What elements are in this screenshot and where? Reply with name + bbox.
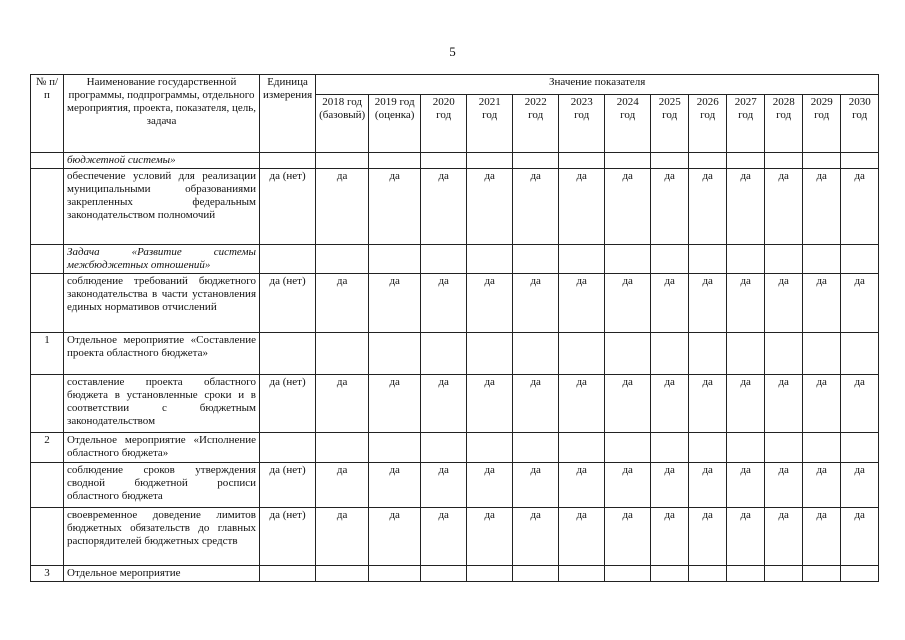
- row-value: [513, 245, 559, 274]
- row-value: [467, 245, 513, 274]
- header-year: 2019 год (оценка): [369, 95, 421, 153]
- row-value: [803, 333, 841, 375]
- row-value: [765, 566, 803, 582]
- row-value: [467, 566, 513, 582]
- row-value: да: [765, 169, 803, 245]
- row-value: да: [513, 463, 559, 508]
- indicators-table: [30, 74, 879, 582]
- row-value: да: [651, 274, 689, 333]
- row-value: да: [605, 463, 651, 508]
- header-year: 2025 год: [651, 95, 689, 153]
- row-value: [765, 153, 803, 169]
- row-value: да: [727, 169, 765, 245]
- header-unit: Единица измерения: [260, 75, 316, 153]
- table-body: [31, 153, 879, 582]
- row-value: [841, 153, 879, 169]
- row-unit: [260, 433, 316, 463]
- row-unit: да (нет): [260, 274, 316, 333]
- table-row: [31, 566, 879, 582]
- row-value: [316, 245, 369, 274]
- row-value: [467, 153, 513, 169]
- row-value: [316, 433, 369, 463]
- row-value: [559, 245, 605, 274]
- row-value: да: [513, 169, 559, 245]
- row-value: [605, 333, 651, 375]
- row-value: [369, 566, 421, 582]
- header-year: 2024 год: [605, 95, 651, 153]
- row-value: [803, 433, 841, 463]
- row-value: да: [841, 508, 879, 566]
- row-value: [559, 153, 605, 169]
- row-unit: да (нет): [260, 375, 316, 433]
- row-value: да: [513, 375, 559, 433]
- row-value: да: [605, 375, 651, 433]
- row-name: соблюдение сроков утверждения сводной бюджетной росписи областного бюджета: [64, 463, 260, 508]
- row-value: [513, 566, 559, 582]
- row-value: да: [369, 375, 421, 433]
- row-value: да: [421, 274, 467, 333]
- row-value: да: [421, 375, 467, 433]
- row-value: да: [689, 169, 727, 245]
- row-value: [369, 433, 421, 463]
- row-value: [803, 566, 841, 582]
- row-value: да: [651, 169, 689, 245]
- row-value: да: [421, 169, 467, 245]
- table-row: [31, 169, 879, 245]
- row-value: да: [841, 169, 879, 245]
- row-unit: [260, 153, 316, 169]
- row-value: [316, 566, 369, 582]
- header-year: 2028 год: [765, 95, 803, 153]
- row-value: да: [369, 508, 421, 566]
- row-value: [727, 433, 765, 463]
- row-value: да: [765, 463, 803, 508]
- header-year: 2029 год: [803, 95, 841, 153]
- row-value: да: [803, 375, 841, 433]
- row-name: бюджетной системы»: [64, 153, 260, 169]
- row-value: [421, 245, 467, 274]
- row-value: да: [316, 375, 369, 433]
- row-value: [689, 433, 727, 463]
- page-number: 5: [449, 44, 456, 59]
- row-value: да: [765, 508, 803, 566]
- row-unit: [260, 566, 316, 582]
- row-value: [369, 153, 421, 169]
- row-value: [727, 153, 765, 169]
- row-value: да: [316, 274, 369, 333]
- row-value: да: [369, 169, 421, 245]
- header-year: 2027 год: [727, 95, 765, 153]
- row-name: Отдельное мероприятие «Исполнение областного бюджета»: [64, 433, 260, 463]
- row-value: [605, 153, 651, 169]
- table-row: [31, 245, 879, 274]
- row-value: да: [559, 508, 605, 566]
- row-unit: да (нет): [260, 508, 316, 566]
- row-value: [765, 245, 803, 274]
- row-value: да: [467, 508, 513, 566]
- row-value: да: [316, 463, 369, 508]
- row-value: да: [765, 375, 803, 433]
- header-year: 2023 год: [559, 95, 605, 153]
- header-year: 2018 год (базовый): [316, 95, 369, 153]
- row-number: 3: [31, 566, 64, 582]
- row-value: да: [369, 274, 421, 333]
- row-value: [689, 333, 727, 375]
- row-value: [765, 333, 803, 375]
- row-name: Отдельное мероприятие «Составление проекта областного бюджета»: [64, 333, 260, 375]
- header-values: Значение показателя: [316, 75, 879, 95]
- row-value: да: [689, 375, 727, 433]
- row-value: да: [316, 169, 369, 245]
- row-value: да: [727, 508, 765, 566]
- row-value: да: [467, 274, 513, 333]
- row-value: [513, 153, 559, 169]
- row-value: да: [421, 463, 467, 508]
- header-year: 2022 год: [513, 95, 559, 153]
- row-name: составление проекта областного бюджета в установленные сроки и в соответствии с бюджетным законодательством: [64, 375, 260, 433]
- header-year: 2026 год: [689, 95, 727, 153]
- row-value: да: [727, 463, 765, 508]
- row-name: соблюдение требований бюджетного законодательства в части установления единых нормативов отчислений: [64, 274, 260, 333]
- table-row: [31, 508, 879, 566]
- row-value: [421, 333, 467, 375]
- row-value: [841, 333, 879, 375]
- row-value: [651, 153, 689, 169]
- header-row-top: [31, 75, 879, 95]
- row-value: да: [369, 463, 421, 508]
- row-value: [651, 433, 689, 463]
- row-value: [369, 245, 421, 274]
- row-value: [727, 566, 765, 582]
- row-value: [689, 153, 727, 169]
- row-value: да: [803, 274, 841, 333]
- row-number: [31, 463, 64, 508]
- row-value: [316, 333, 369, 375]
- row-value: [559, 433, 605, 463]
- row-value: да: [559, 274, 605, 333]
- row-number: [31, 153, 64, 169]
- row-value: да: [689, 274, 727, 333]
- row-unit: [260, 333, 316, 375]
- row-value: да: [467, 463, 513, 508]
- row-value: [467, 333, 513, 375]
- row-value: [803, 153, 841, 169]
- row-value: да: [605, 508, 651, 566]
- row-value: да: [727, 375, 765, 433]
- row-value: да: [605, 274, 651, 333]
- row-name: Задача «Развитие системы межбюджетных отношений»: [64, 245, 260, 274]
- row-value: да: [689, 463, 727, 508]
- row-unit: да (нет): [260, 463, 316, 508]
- row-value: да: [559, 463, 605, 508]
- row-number: 1: [31, 333, 64, 375]
- row-value: [689, 245, 727, 274]
- row-value: да: [841, 375, 879, 433]
- row-value: [559, 566, 605, 582]
- row-value: да: [605, 169, 651, 245]
- row-value: [467, 433, 513, 463]
- row-value: [369, 333, 421, 375]
- row-value: да: [559, 375, 605, 433]
- row-value: да: [513, 508, 559, 566]
- row-number: [31, 274, 64, 333]
- row-value: да: [727, 274, 765, 333]
- row-value: да: [467, 375, 513, 433]
- row-value: да: [651, 375, 689, 433]
- header-name: Наименование государственной программы, подпрограммы, отдельного мероприятия, проекта, показателя, цель, задача: [64, 75, 260, 153]
- row-value: [605, 566, 651, 582]
- row-value: да: [841, 463, 879, 508]
- row-value: [421, 566, 467, 582]
- row-number: [31, 508, 64, 566]
- row-unit: [260, 245, 316, 274]
- table-row: [31, 433, 879, 463]
- row-number: 2: [31, 433, 64, 463]
- row-value: да: [559, 169, 605, 245]
- row-value: [513, 433, 559, 463]
- row-value: [727, 333, 765, 375]
- row-name: обеспечение условий для реализации муниципальными образованиями закрепленных федеральным законодательством полномочий: [64, 169, 260, 245]
- row-value: да: [651, 463, 689, 508]
- row-value: [689, 566, 727, 582]
- row-value: да: [765, 274, 803, 333]
- table-row: [31, 274, 879, 333]
- row-value: [421, 433, 467, 463]
- row-value: [513, 333, 559, 375]
- table-row: [31, 333, 879, 375]
- table-row: [31, 153, 879, 169]
- row-value: да: [689, 508, 727, 566]
- row-number: [31, 375, 64, 433]
- row-value: [765, 433, 803, 463]
- row-value: [727, 245, 765, 274]
- header-year: 2021 год: [467, 95, 513, 153]
- row-value: [559, 333, 605, 375]
- row-value: да: [803, 463, 841, 508]
- row-value: [651, 566, 689, 582]
- row-value: [605, 433, 651, 463]
- row-value: [421, 153, 467, 169]
- row-value: да: [513, 274, 559, 333]
- row-value: да: [651, 508, 689, 566]
- row-value: да: [421, 508, 467, 566]
- table-row: [31, 375, 879, 433]
- table-row: [31, 463, 879, 508]
- row-number: [31, 169, 64, 245]
- row-name: своевременное доведение лимитов бюджетных обязательств до главных распорядителей бюджетных средств: [64, 508, 260, 566]
- header-num: № п/п: [31, 75, 64, 153]
- row-unit: да (нет): [260, 169, 316, 245]
- row-name: Отдельное мероприятие: [64, 566, 260, 582]
- row-value: да: [316, 508, 369, 566]
- row-value: [651, 245, 689, 274]
- header-year: 2030 год: [841, 95, 879, 153]
- row-value: [651, 333, 689, 375]
- header-year: 2020 год: [421, 95, 467, 153]
- row-value: да: [467, 169, 513, 245]
- row-number: [31, 245, 64, 274]
- row-value: [841, 433, 879, 463]
- row-value: [841, 566, 879, 582]
- row-value: [316, 153, 369, 169]
- row-value: [803, 245, 841, 274]
- row-value: да: [841, 274, 879, 333]
- row-value: да: [803, 508, 841, 566]
- row-value: [605, 245, 651, 274]
- row-value: да: [803, 169, 841, 245]
- row-value: [841, 245, 879, 274]
